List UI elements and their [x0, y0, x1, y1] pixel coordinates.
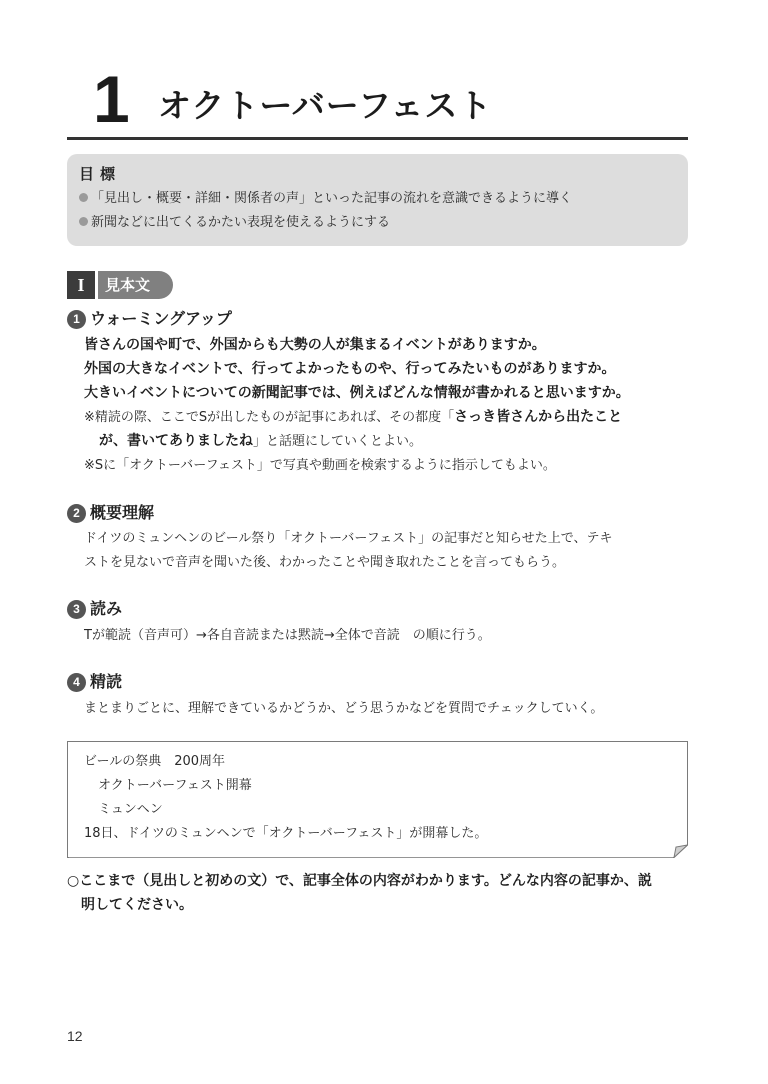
goal-item: 新聞などに出てくるかたい表現を使えるようにする [79, 214, 390, 232]
step-number-icon: 1 [67, 310, 86, 329]
chapter-title: オクトーバーフェスト [158, 86, 493, 125]
overview-line: ストを見ないで音声を聞いた後、わかったことや聞き取れたことを言ってもらう。 [84, 555, 566, 570]
article-box [67, 741, 688, 858]
article-dateline: ミュンヘン [98, 802, 163, 817]
section-label: 見本文 [105, 276, 151, 294]
warmup-note-cont: が、書いてありましたね」と話題にしていくとよい。 [99, 433, 423, 449]
article-headline: オクトーバーフェスト開幕 [98, 778, 252, 793]
section-tab [67, 271, 173, 299]
step-heading-warmup: 1 ウォーミングアップ [67, 308, 232, 330]
bullet-icon [79, 193, 88, 202]
question-text: ○ここまで（見出しと初めの文）で、記事全体の内容がわかります。どんな内容の記事か、説 明してください。 [67, 873, 652, 913]
chapter-number: 1 [93, 62, 130, 136]
step-heading-overview: 2 概要理解 [67, 502, 154, 524]
close-reading-line: まとまりごとに、理解できているかどうか、どう思うかなどを質問でチェックしていく。 [84, 701, 604, 716]
goals-box [67, 154, 688, 246]
warmup-line: 大きいイベントについての新聞記事では、例えばどんな情報が書かれると思いますか。 [84, 385, 630, 401]
section-number: I [77, 275, 85, 295]
goals-heading: 目標 [79, 165, 122, 183]
warmup-note: ※Sに「オクトーバーフェスト」で写真や動画を検索するように指示してもよい。 [84, 458, 556, 473]
bullet-icon [79, 217, 88, 226]
article-lead: 18日、ドイツのミュンヘンで「オクトーバーフェスト」が開幕した。 [84, 826, 488, 841]
warmup-line: 皆さんの国や町で、外国からも大勢の人が集まるイベントがありますか。 [84, 337, 546, 353]
step-number-icon: 2 [67, 504, 86, 523]
overview-line: ドイツのミュンヘンのビール祭り「オクトーバーフェスト」の記事だと知らせた上で、テキ [84, 531, 613, 546]
warmup-line: 外国の大きなイベントで、行ってよかったものや、行ってみたいものがありますか。 [84, 361, 616, 377]
reading-line: Tが範読（音声可）→各自音読または黙読→全体で音読 の順に行う。 [84, 628, 491, 643]
step-heading-reading: 3 読み [67, 598, 122, 620]
warmup-note: ※精読の際、ここでSが出したものが記事にあれば、その都度「さっき皆さんから出たこと [84, 409, 623, 425]
title-divider [67, 137, 688, 140]
step-number-icon: 3 [67, 600, 86, 619]
article-headline: ビールの祭典 200周年 [84, 754, 226, 769]
goal-item: 「見出し・概要・詳細・関係者の声」といった記事の流れを意識できるように導く [79, 190, 572, 208]
step-number-icon: 4 [67, 673, 86, 692]
step-heading-close-reading: 4 精読 [67, 671, 122, 693]
page-number: 12 [67, 1028, 83, 1044]
